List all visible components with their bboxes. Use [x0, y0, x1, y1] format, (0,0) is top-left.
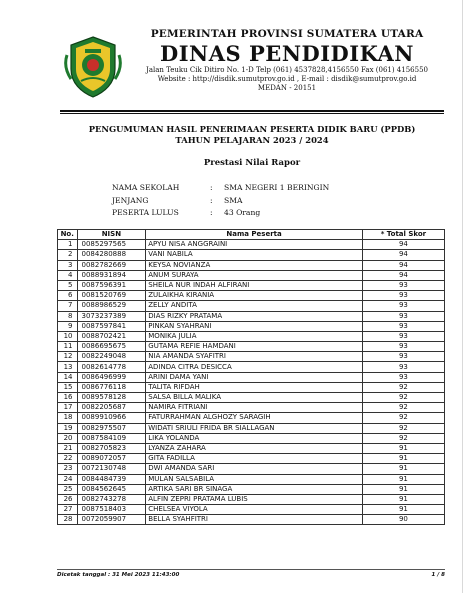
letterhead	[132, 28, 442, 93]
row-name: FATURRAHMAN ALGHOZY SARAGIH	[146, 413, 363, 423]
row-nisn: 0082705823	[77, 443, 146, 453]
row-number: 27	[58, 505, 78, 515]
meta-separator: :	[210, 208, 213, 217]
table-row	[58, 321, 445, 331]
row-number: 28	[58, 515, 78, 525]
address-line-3: MEDAN - 20151	[257, 84, 317, 92]
provincial-emblem-icon	[63, 35, 123, 99]
row-score: 94	[362, 250, 444, 260]
row-number: 23	[58, 464, 78, 474]
table-row	[58, 240, 445, 250]
row-nisn: 0082743278	[77, 494, 146, 504]
row-nisn: 0082205687	[77, 403, 146, 413]
table-row	[58, 474, 445, 484]
row-score: 93	[362, 352, 444, 362]
row-number: 8	[58, 311, 78, 321]
row-score: 92	[362, 393, 444, 403]
table-row	[58, 515, 445, 525]
row-name: ANUM SURAYA	[146, 270, 363, 280]
meta-label: NAMA SEKOLAH	[112, 183, 180, 192]
row-score: 90	[362, 515, 444, 525]
row-number: 7	[58, 301, 78, 311]
row-nisn: 0086496999	[77, 372, 146, 382]
row-name: ALFIN ZEPRI PRATAMA LUBIS	[146, 494, 363, 504]
row-name: DIAS RIZKY PRATAMA	[146, 311, 363, 321]
table-row	[58, 331, 445, 341]
row-nisn: 0084484739	[77, 474, 146, 484]
row-score: 93	[362, 321, 444, 331]
column-header-name: Nama Peserta	[146, 230, 363, 240]
column-header-nisn: NISN	[77, 230, 146, 240]
row-score: 94	[362, 240, 444, 250]
row-score: 92	[362, 423, 444, 433]
table-row	[58, 280, 445, 290]
table-row	[58, 342, 445, 352]
row-score: 92	[362, 413, 444, 423]
row-score: 93	[362, 372, 444, 382]
row-score: 91	[362, 484, 444, 494]
row-nisn: 0087584109	[77, 433, 146, 443]
table-row	[58, 454, 445, 464]
row-number: 17	[58, 403, 78, 413]
row-number: 4	[58, 270, 78, 280]
row-score: 91	[362, 494, 444, 504]
table-row	[58, 260, 445, 270]
academic-year: TAHUN PELAJARAN 2023 / 2024	[175, 135, 329, 145]
row-nisn: 0082614778	[77, 362, 146, 372]
table-row	[58, 464, 445, 474]
table-row	[58, 372, 445, 382]
row-nisn: 0084562645	[77, 484, 146, 494]
letterhead-rule-thick	[60, 110, 444, 112]
row-number: 25	[58, 484, 78, 494]
meta-row-level	[112, 195, 329, 208]
row-nisn: 0072059907	[77, 515, 146, 525]
row-number: 15	[58, 382, 78, 392]
row-score: 92	[362, 403, 444, 413]
column-header-score: * Total Skor	[362, 230, 444, 240]
row-score: 93	[362, 362, 444, 372]
row-name: WIDATI SRIULI FRIDA BR SIALLAGAN	[146, 423, 363, 433]
row-name: SHEILA NUR INDAH ALFIRANI	[146, 280, 363, 290]
table-row	[58, 382, 445, 392]
row-number: 6	[58, 291, 78, 301]
row-score: 91	[362, 474, 444, 484]
government-name: PEMERINTAH PROVINSI SUMATERA UTARA	[150, 28, 424, 40]
row-name: MULAN SALSABILA	[146, 474, 363, 484]
results-table	[57, 229, 445, 525]
row-nisn: 0088986529	[77, 301, 146, 311]
row-number: 18	[58, 413, 78, 423]
row-name: NAMIRA FITRIANI	[146, 403, 363, 413]
document-title: PENGUMUMAN HASIL PENERIMAAN PESERTA DIDIK BARU (PPDB)	[88, 124, 416, 134]
row-score: 93	[362, 342, 444, 352]
row-name: GUTAMA REFIE HAMDANI	[146, 342, 363, 352]
row-name: ZULAIKHA KIRANIA	[146, 291, 363, 301]
agency-name: DINAS PENDIDIKAN	[160, 41, 414, 66]
row-name: MONIKA JULIA	[146, 331, 363, 341]
table-row	[58, 443, 445, 453]
row-name: DWI AMANDA SARI	[146, 464, 363, 474]
row-nisn: 0089072057	[77, 454, 146, 464]
row-score: 92	[362, 433, 444, 443]
table-body	[58, 240, 445, 525]
row-number: 3	[58, 260, 78, 270]
meta-label: JENJANG	[112, 195, 149, 205]
row-name: KEYSA NOVIANZA	[146, 260, 363, 270]
row-score: 94	[362, 270, 444, 280]
row-name: PINKAN SYAHRANI	[146, 321, 363, 331]
table-row	[58, 494, 445, 504]
row-score: 93	[362, 301, 444, 311]
row-number: 14	[58, 372, 78, 382]
row-nisn: 0088702421	[77, 331, 146, 341]
table-row	[58, 423, 445, 433]
row-score: 93	[362, 280, 444, 290]
footer-rule	[57, 569, 445, 570]
row-nisn: 0087596391	[77, 280, 146, 290]
row-nisn: 0088931894	[77, 270, 146, 280]
page-number: 1 / 8	[431, 572, 445, 578]
row-nisn: 0089910966	[77, 413, 146, 423]
row-score: 91	[362, 464, 444, 474]
row-name: SALSA BILLA MALIKA	[146, 393, 363, 403]
row-name: CHELSEA VIYOLA	[146, 505, 363, 515]
row-name: ARINI DAMA YANI	[146, 372, 363, 382]
row-number: 2	[58, 250, 78, 260]
address-line-2: Website : http://disdik.sumutprov.go.id , E-mail : disdik@sumutprov.go.id	[157, 75, 417, 83]
letterhead-rule-thin	[60, 113, 444, 114]
table-row	[58, 291, 445, 301]
table-row	[58, 311, 445, 321]
row-score: 93	[362, 331, 444, 341]
row-number: 1	[58, 240, 78, 250]
row-nisn: 0087597841	[77, 321, 146, 331]
table-row	[58, 250, 445, 260]
row-number: 24	[58, 474, 78, 484]
row-number: 13	[58, 362, 78, 372]
row-score: 92	[362, 382, 444, 392]
row-score: 93	[362, 311, 444, 321]
row-nisn: 0072130748	[77, 464, 146, 474]
row-number: 11	[58, 342, 78, 352]
table-row	[58, 505, 445, 515]
table-row	[58, 393, 445, 403]
row-name: TALITA RIFDAH	[146, 382, 363, 392]
row-nisn: 0085297565	[77, 240, 146, 250]
row-name: LIKA YOLANDA	[146, 433, 363, 443]
row-name: ARTIKA SARI BR SINAGA	[146, 484, 363, 494]
table-row	[58, 352, 445, 362]
row-score: 91	[362, 454, 444, 464]
row-number: 19	[58, 423, 78, 433]
row-name: APYU NISA ANGGRAINI	[146, 240, 363, 250]
row-nisn: 0084280888	[77, 250, 146, 260]
row-score: 94	[362, 260, 444, 270]
table-row	[58, 301, 445, 311]
row-nisn: 0086695675	[77, 342, 146, 352]
meta-separator: :	[210, 183, 213, 192]
meta-value: SMA	[224, 195, 243, 205]
row-score: 93	[362, 291, 444, 301]
row-name: VANI NABILA	[146, 250, 363, 260]
row-score: 91	[362, 443, 444, 453]
row-number: 12	[58, 352, 78, 362]
row-name: NIA AMANDA SYAFITRI	[146, 352, 363, 362]
row-number: 21	[58, 443, 78, 453]
meta-separator: :	[210, 195, 213, 205]
table-row	[58, 484, 445, 494]
column-header-no: No.	[58, 230, 78, 240]
row-nisn: 0089578128	[77, 393, 146, 403]
row-name: ZELLY ANDITA	[146, 301, 363, 311]
meta-row-passed	[112, 207, 329, 220]
table-header-row	[58, 230, 445, 240]
row-nisn: 0087518403	[77, 505, 146, 515]
row-number: 9	[58, 321, 78, 331]
row-score: 91	[362, 505, 444, 515]
row-name: ADINDA CITRA DESICCA	[146, 362, 363, 372]
table-row	[58, 413, 445, 423]
row-number: 10	[58, 331, 78, 341]
meta-value: SMA NEGERI 1 BERINGIN	[224, 183, 330, 192]
selection-track: Prestasi Nilai Rapor	[203, 158, 301, 168]
row-name: LYANZA ZAHARA	[146, 443, 363, 453]
row-number: 5	[58, 280, 78, 290]
row-name: GITA FADILLA	[146, 454, 363, 464]
row-nisn: 0082782669	[77, 260, 146, 270]
table-row	[58, 270, 445, 280]
row-nisn: 0082975507	[77, 423, 146, 433]
row-name: BELLA SYAHFITRI	[146, 515, 363, 525]
row-nisn: 0081520769	[77, 291, 146, 301]
row-nisn: 0086776118	[77, 382, 146, 392]
table-row	[58, 433, 445, 443]
address-line-1: Jalan Teuku Cik Ditiro No. 1-D Telp (061) 4537828,4156550 Fax (061) 4156550	[146, 66, 428, 74]
row-number: 22	[58, 454, 78, 464]
row-nisn: 3073237389	[77, 311, 146, 321]
meta-label: PESERTA LULUS	[112, 208, 179, 217]
row-number: 26	[58, 494, 78, 504]
row-number: 20	[58, 433, 78, 443]
row-nisn: 0082249048	[77, 352, 146, 362]
table-row	[58, 403, 445, 413]
meta-row-school	[112, 182, 329, 195]
meta-value: 43 Orang	[224, 208, 261, 217]
row-number: 16	[58, 393, 78, 403]
school-info	[112, 182, 329, 220]
print-timestamp: Dicetak tanggal : 31 Mei 2023 11:43:00	[57, 572, 180, 578]
table-row	[58, 362, 445, 372]
